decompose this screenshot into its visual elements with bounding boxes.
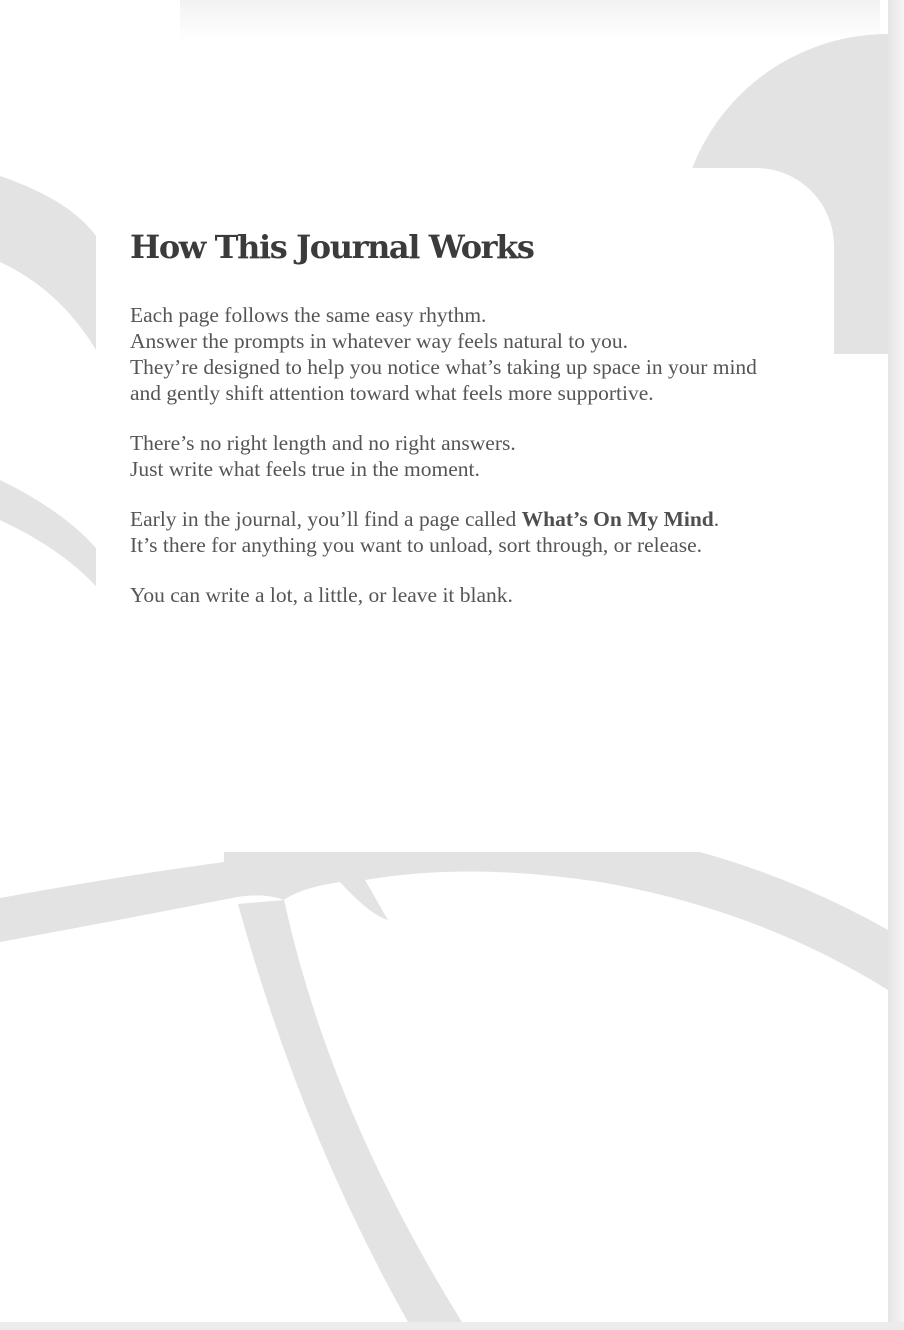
left-arc-upper [0,176,96,350]
paragraph-closing [130,582,770,608]
paragraph-no-right-answers [130,430,770,482]
section-reference: What’s On My Mind [521,507,714,531]
text-intro: Early in the journal, you’ll find a page called [130,507,522,531]
lower-swoosh [0,852,888,990]
text-line: Just write what feels true in the moment. [130,457,480,481]
text-period: . [713,507,720,531]
paragraph-whats-on-my-mind [130,506,770,558]
page-body [130,302,770,632]
page-edge-shadow [888,0,904,1330]
text-line: Answer the prompts in whatever way feels natural to you. [130,329,628,353]
text-line: It’s there for anything you want to unload, sort through, or release. [130,533,702,557]
text-line: You can write a lot, a little, or leave it blank. [130,583,513,607]
paragraph-rhythm [130,302,770,406]
left-arc-lower [0,480,96,586]
text-line: and gently shift attention toward what feels more supportive. [130,381,654,405]
page-title: How This Journal Works [130,228,534,266]
text-line: Each page follows the same easy rhythm. [130,303,487,327]
text-line: There’s no right length and no right answers. [130,431,516,455]
text-line: They’re designed to help you notice what’s taking up space in your mind [130,355,757,379]
page-bottom-edge [0,1322,904,1330]
diagonal-band [238,900,462,1322]
text-line [130,506,770,532]
